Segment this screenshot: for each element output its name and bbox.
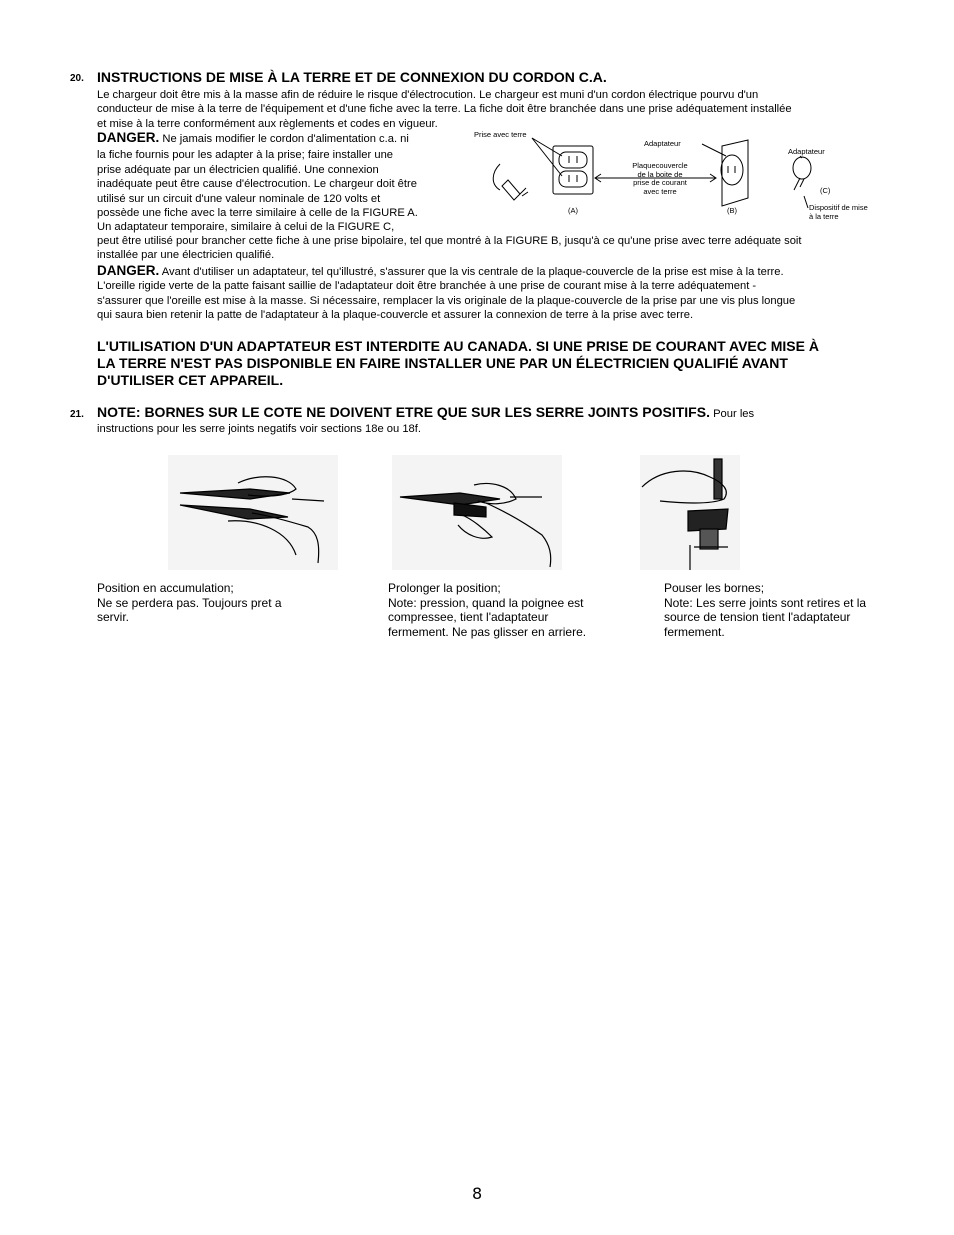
clamp-push-illustration (640, 455, 740, 570)
text-line: prise adéquate par un électricien qualifié. Une connexion (97, 163, 379, 176)
text-line: conducteur de mise à la terre de l'équipement et d'une fiche avec la terre. La fiche doit être branchée dans une prise adéquatement installée (97, 103, 792, 116)
section-heading: NOTE: BORNES SUR LE COTE NE DOIVENT ETRE QUE SUR LES SERRE JOINTS POSITIFS. (97, 404, 710, 420)
danger-label: DANGER. (97, 130, 160, 145)
danger-paragraph-1 (97, 131, 472, 235)
canada-warning (97, 338, 917, 389)
text-line: Position en accumulation; (97, 581, 234, 595)
page-number: 8 (472, 1184, 483, 1203)
text-line: servir. (97, 610, 130, 624)
text-line: Pouser les bornes; (664, 581, 765, 595)
text-line: Ne se perdera pas. Toujours pret a (97, 595, 282, 610)
text-line: compressee, tient l'adaptateur (388, 610, 549, 624)
danger-paragraph-1-cont (97, 234, 897, 263)
text-line: s'assurer que l'oreille est mise à la masse. Si nécessaire, remplacer la vis originale de la plaque-couvercle de la prise par une vis plus longue (97, 294, 796, 307)
text-line: fermement. Ne pas glisser en arriere. (388, 624, 587, 639)
intro-paragraph (97, 88, 897, 131)
text-line: qui saura bien retenir la patte de l'adaptateur à la plaque-couvercle et assurer la connexion de terre à la prise avec terre. (97, 309, 694, 322)
figure-label: Prise avec terre (474, 130, 527, 139)
clamp-stored-illustration (168, 455, 338, 570)
caption-extended (388, 581, 618, 639)
text-line: Note: Les serre joints sont retires et la (664, 595, 867, 610)
text-line: Ne jamais modifier le cordon d'alimentation c.a. ni (159, 133, 409, 145)
figure-label-b: (B) (727, 206, 737, 215)
section-number: 20. (70, 73, 84, 84)
figure-label: Dispositif de mise à la terre (809, 203, 868, 221)
clamp-extended-illustration (392, 455, 562, 570)
figure-label: Plaquecouvercle de la boite de prise de courant avec terre (632, 161, 688, 196)
figure-label-a: (A) (568, 206, 578, 215)
text-line: la fiche fournis pour les adapter à la prise; faire installer une (97, 149, 394, 162)
text-line: et mise à la terre conformément aux règlements et codes en vigueur. (97, 117, 438, 130)
text-line: possède une fiche avec la terre similaire à celle de la FIGURE A. (97, 207, 418, 220)
text-line: Pour les (709, 408, 755, 420)
text-line: utilisé sur un circuit d'une valeur nominale de 120 volts et (97, 192, 381, 205)
section-21-heading (97, 404, 754, 422)
danger-paragraph-2 (97, 264, 897, 323)
text-line: L'oreille rigide verte de la patte faisant saillie de l'adaptateur doit être branchée à une prise de courant mise à la terre adéquatement - (97, 280, 757, 293)
text-line: fermement. (664, 624, 725, 639)
grounding-figure (470, 128, 890, 228)
text-line: LA TERRE N'EST PAS DISPONIBLE EN FAIRE INSTALLER UNE PAR UN ÉLECTRICIEN QUALIFIÉ AVANT (97, 355, 788, 371)
text-line: peut être utilisé pour brancher cette fiche à une prise bipolaire, tel que montré à la FIGURE B, jusqu'à ce qu'une prise avec terre adéquate soit (97, 235, 802, 247)
figure-label: Adaptateur (788, 147, 825, 156)
text-line: inadéquate peut être cause d'électrocution. Le chargeur doit être (97, 178, 417, 191)
danger-label: DANGER. (97, 263, 160, 278)
text-line: instructions pour les serre joints negatifs voir sections 18e ou 18f. (97, 423, 421, 435)
figure-label-c: (C) (820, 186, 831, 195)
text-line: Avant d'utiliser un adaptateur, tel qu'illustré, s'assurer que la vis centrale de la plaque-couvercle de la prise est mise à la terre. (159, 266, 784, 278)
section-number: 21. (70, 409, 84, 420)
text-line: L'UTILISATION D'UN ADAPTATEUR EST INTERDITE AU CANADA. SI UNE PRISE DE COURANT AVEC MISE À (97, 338, 819, 354)
outlet-illustration (470, 128, 890, 228)
text-line: source de tension tient l'adaptateur (664, 610, 851, 624)
caption-stored (97, 581, 312, 625)
text-line: Un adaptateur temporaire, similaire à celui de la FIGURE C, (97, 221, 395, 234)
text-line: Le chargeur doit être mis à la masse afin de réduire le risque d'électrocution. Le chargeur est muni d'un cordon électrique pourvu d'un (97, 89, 759, 101)
text-line: D'UTILISER CET APPAREIL. (97, 372, 284, 388)
caption-push (664, 581, 894, 639)
text-line: installée par une électricien qualifié. (97, 249, 275, 262)
section-heading: INSTRUCTIONS DE MISE À LA TERRE ET DE CONNEXION DU CORDON C.A. (97, 69, 607, 85)
text-line: Prolonger la position; (388, 581, 501, 595)
text-line: Note: pression, quand la poignee est (388, 595, 584, 610)
figure-label: Adaptateur (644, 139, 681, 148)
